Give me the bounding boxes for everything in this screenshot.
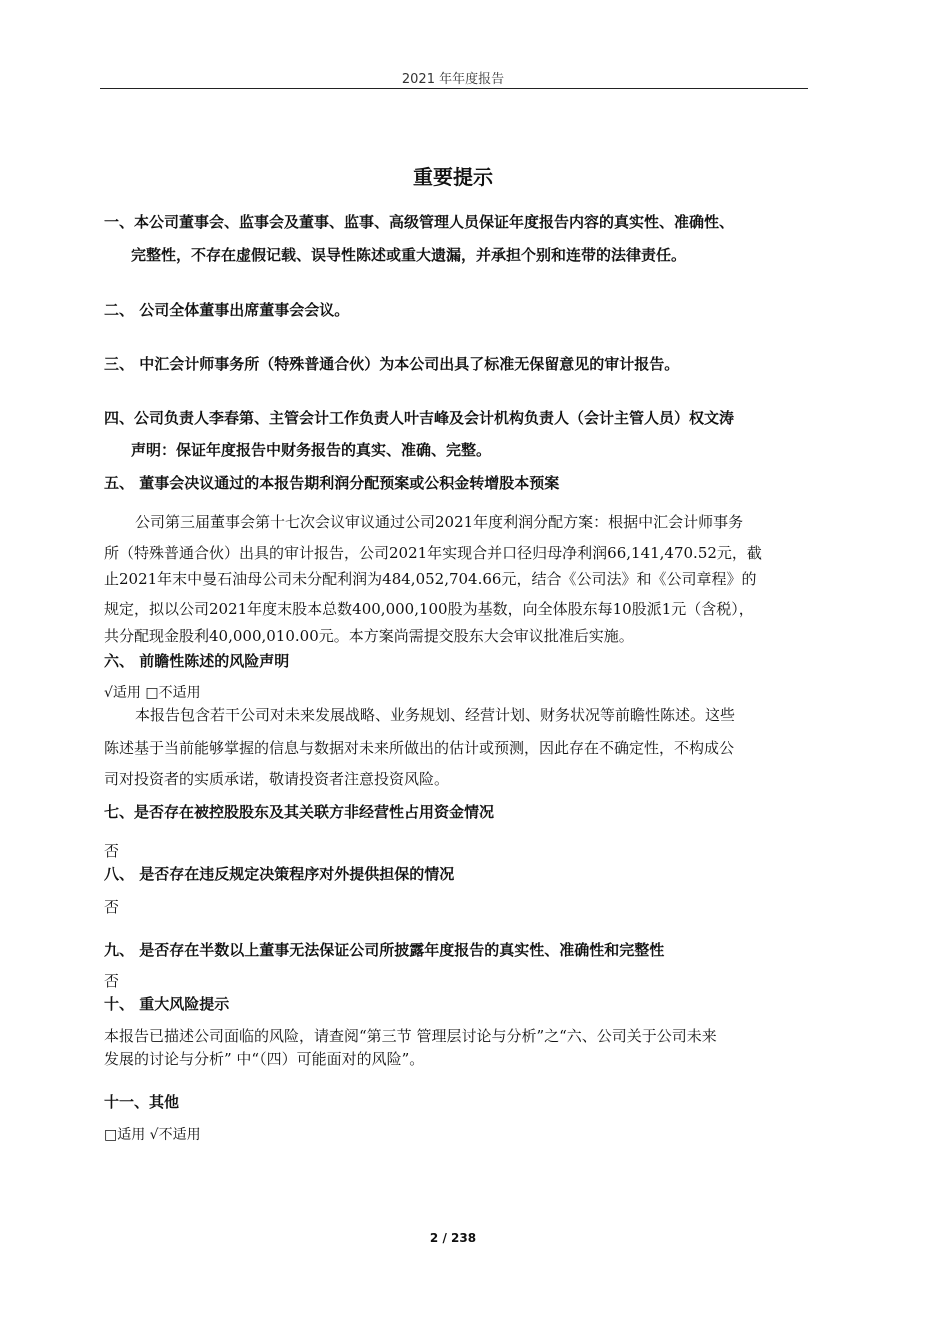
section-7-answer: 否	[104, 842, 120, 860]
section-10-paragraph-line: 本报告已描述公司面临的风险，请查阅“第三节 管理层讨论与分析”之“六、公司关于公司未来	[104, 1027, 717, 1045]
section-4-line-1: 四、公司负责人李春第、主管会计工作负责人叶吉峰及会计机构负责人（会计主管人员）权文涛	[104, 409, 735, 427]
section-7-heading: 七、是否存在被控股股东及其关联方非经营性占用资金情况	[104, 803, 495, 821]
page-title: 重要提示	[413, 165, 493, 189]
section-8-heading: 八、 是否存在违反规定决策程序对外提供担保的情况	[104, 865, 455, 883]
section-2: 二、 公司全体董事出席董事会会议。	[104, 301, 350, 319]
section-10-paragraph-line: 发展的讨论与分析” 中“（四）可能面对的风险”。	[104, 1050, 425, 1068]
section-4-line-2: 声明：保证年度报告中财务报告的真实、准确、完整。	[131, 441, 492, 459]
section-6-paragraph-line: 司对投资者的实质承诺，敬请投资者注意投资风险。	[104, 770, 450, 788]
section-5-paragraph-line: 所（特殊普通合伙）出具的审计报告，公司2021年实现合并口径归母净利润66,141,470.52元，截	[104, 544, 762, 562]
section-6-paragraph-line: 本报告包含若干公司对未来发展战略、业务规划、经营计划、财务状况等前瞻性陈述。这些	[135, 706, 736, 724]
section-5-paragraph-line: 止2021年末中曼石油母公司未分配利润为484,052,704.66元，结合《公司法》和《公司章程》的	[104, 570, 757, 588]
section-9-answer: 否	[104, 972, 120, 990]
section-5-paragraph-line: 规定，拟以公司2021年度末股本总数400,000,100股为基数，向全体股东每10股派1元（含税），	[104, 600, 754, 618]
section-6-paragraph-line: 陈述基于当前能够掌握的信息与数据对未来所做出的估计或预测，因此存在不确定性，不构成公	[104, 739, 735, 757]
section-5-heading: 五、 董事会决议通过的本报告期利润分配预案或公积金转增股本预案	[104, 474, 560, 492]
section-9-heading: 九、 是否存在半数以上董事无法保证公司所披露年度报告的真实性、准确性和完整性	[104, 941, 665, 959]
section-3: 三、 中汇会计师事务所（特殊普通合伙）为本公司出具了标准无保留意见的审计报告。	[104, 355, 680, 373]
section-5-paragraph-line: 公司第三届董事会第十七次会议审议通过公司2021年度利润分配方案：根据中汇会计师事务	[135, 513, 744, 531]
page-number: 2 / 238	[429, 1231, 477, 1245]
section-8-answer: 否	[104, 898, 120, 916]
section-11-heading: 十一、其他	[104, 1093, 180, 1111]
section-6-heading: 六、 前瞻性陈述的风险声明	[104, 652, 290, 670]
section-11-applicability: □适用 √不适用	[104, 1127, 201, 1143]
section-5-paragraph-line: 共分配现金股利40,000,010.00元。本方案尚需提交股东大会审议批准后实施。	[104, 627, 634, 645]
section-10-heading: 十、 重大风险提示	[104, 995, 230, 1013]
header-divider	[100, 88, 808, 89]
section-6-applicability: √适用 □不适用	[104, 685, 201, 701]
section-1-line-2: 完整性，不存在虚假记载、误导性陈述或重大遗漏，并承担个别和连带的法律责任。	[131, 246, 687, 264]
section-1-line-1: 一、本公司董事会、监事会及董事、监事、高级管理人员保证年度报告内容的真实性、准确性、	[104, 213, 735, 231]
running-header: 2021 年年度报告	[401, 72, 505, 87]
